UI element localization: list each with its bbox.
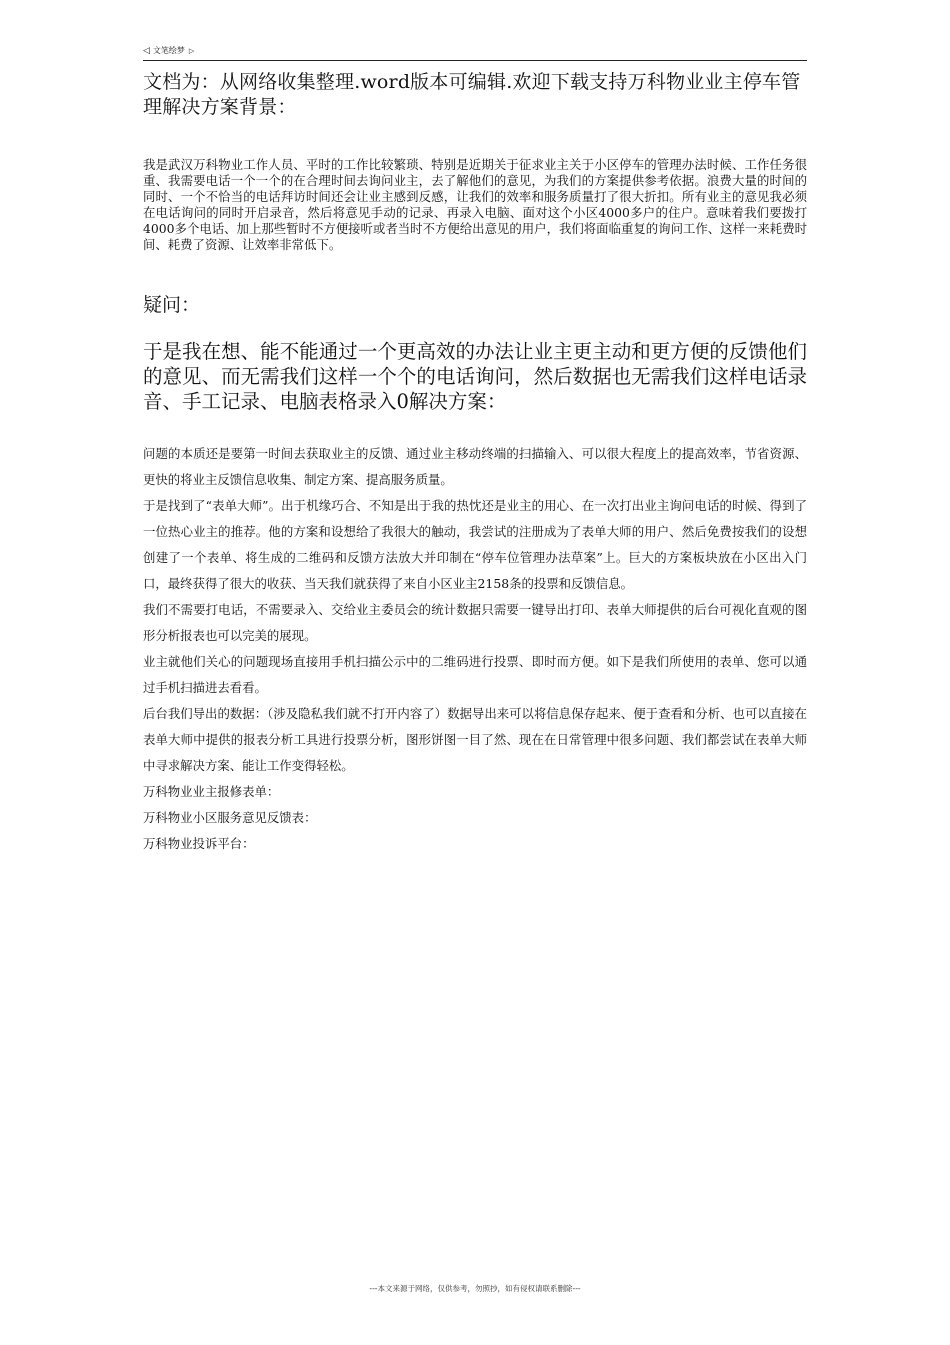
left-triangle-icon: ◁ xyxy=(143,46,150,56)
repair-form-label: 万科物业业主报修表单： xyxy=(143,784,280,799)
question-heading: 疑问： xyxy=(143,294,201,316)
page-footer: ---本文来源于网络，仅供参考，勿照抄，如有侵权请联系删除--- xyxy=(369,1284,581,1293)
body-paragraph: 问题的本质还是要第一时间去获取业主的反馈、通过业主移动终端的扫描输入、可以很大程度上的提高效率，节省资源、更快的将业主反馈信息收集、制定方案、提高服务质量。 xyxy=(143,446,807,487)
question-paragraph: 于是我在想、能不能通过一个更高效的办法让业主更主动和更方便的反馈他们的意见、而无需我们这样一个个的电话询问，然后数据也无需我们这样电话录音、手工记录、电脑表格录入0解决方案： xyxy=(143,340,807,413)
document-content xyxy=(143,70,807,857)
body-paragraph: 于是找到了“表单大师”。出于机缘巧合、不知是出于我的热忱还是业主的用心、在一次打出业主询问电话的时候、得到了一位热心业主的推荐。他的方案和设想给了我很大的触动，我尝试的注册成为了表单大师的用户、然后免费按我们的设想创建了一个表单、将生成的二维码和反馈方法放大并印制在“停车位管理办法草案”上。巨大的方案板块放在小区出入门口，最终获得了很大的收获、当天我们就获得了来自小区业主2158条的投票和反馈信息。 xyxy=(143,498,807,591)
right-triangle-icon: ▷ xyxy=(188,47,195,55)
background-paragraph: 我是武汉万科物业工作人员、平时的工作比较繁琐、特别是近期关于征求业主关于小区停车的管理办法时候、工作任务很重、我需要电话一个一个的在合理时间去询问业主，去了解他们的意见，为我们的方案提供参考依据。浪费大量的时间的同时、一个不恰当的电话拜访时间还会让业主感到反感，让我们的效率和服务质量打了很大折扣。所有业主的意见我必须在电话询问的同时开启录音，然后将意见手动的记录、再录入电脑、面对这个小区4000多户的住户。意味着我们要拨打4000多个电话、加上那些暂时不方便接听或者当时不方便给出意见的用户，我们将面临重复的询问工作、这样一来耗费时间、耗费了资源、让效率非常低下。 xyxy=(143,157,807,252)
body-paragraph: 我们不需要打电话，不需要录入、交给业主委员会的统计数据只需要一键导出打印、表单大师提供的后台可视化直观的图形分析报表也可以完美的展现。 xyxy=(143,602,807,643)
document-title: 文档为：从网络收集整理.word版本可编辑.欢迎下载支持万科物业业主停车管理解决方案背景： xyxy=(143,71,801,118)
complaint-platform-label: 万科物业投诉平台： xyxy=(143,836,255,851)
body-paragraph: 后台我们导出的数据：（涉及隐私我们就不打开内容了）数据导出来可以将信息保存起来、便于查看和分析、也可以直接在表单大师中提供的报表分析工具进行投票分析，图形饼图一目了然、现在在日常管理中很多问题、我们都尝试在表单大师中寻求解决方案、能让工作变得轻松。 xyxy=(143,706,807,773)
body-paragraph: 业主就他们关心的问题现场直接用手机扫描公示中的二维码进行投票、即时而方便。如下是我们所使用的表单、您可以通过手机扫描进去看看。 xyxy=(143,654,807,695)
feedback-form-label: 万科物业小区服务意见反馈表： xyxy=(143,810,317,825)
page-header xyxy=(143,44,807,61)
header-text: 文笔绘梦 xyxy=(152,46,185,55)
